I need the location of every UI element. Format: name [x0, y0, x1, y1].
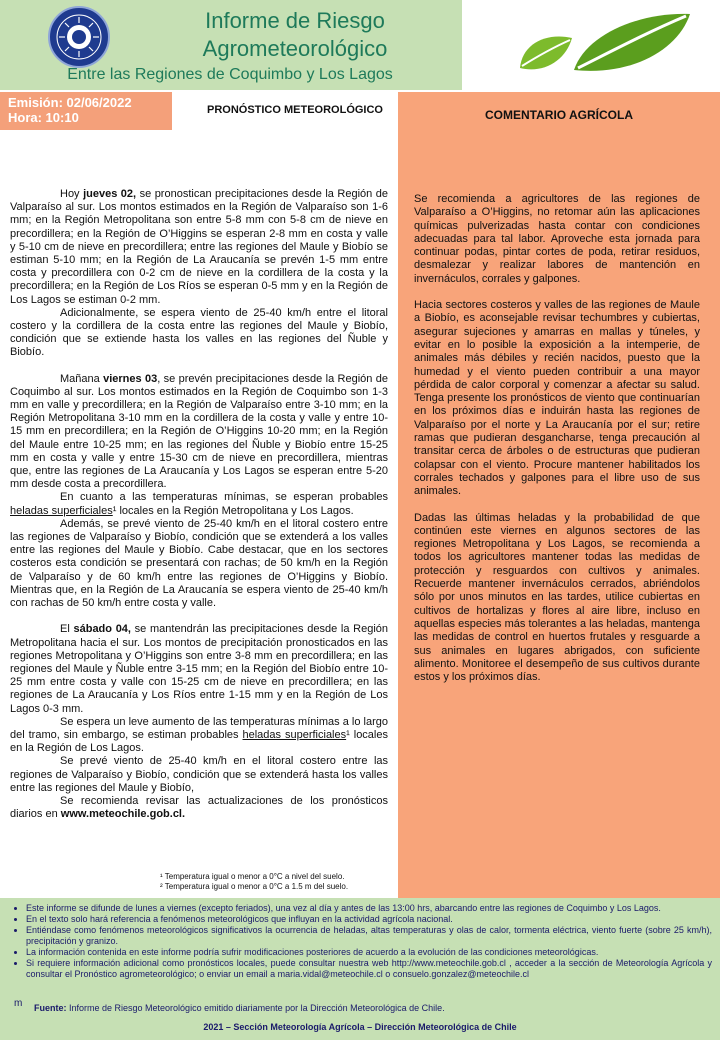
footer-notes	[4, 903, 712, 980]
day-label: viernes 03	[103, 372, 158, 385]
emission-time: Hora: 10:10	[8, 110, 79, 125]
text-run: se pronostican precipitaciones desde la Región de Valparaíso al sur. Los montos estimados en la Región de Valparaíso son 1-6 mm; en la Región Metropolitana son entre 5-8 mm con 5-8 cm de nieve en precordillera; en la Región de O’Higgins se esperan 2-8 mm en costa y valle y 5-10 cm de nieve en precordillera; entre las regiones del Maule y Biobío se estiman 5-10 mm; en la Región de La Araucanía se prevén 1-5 mm entre costa y precordillera con 0-2 cm de nieve en la cordillera de la costa y la precordillera; en la Región de Los Ríos se esperan 0-5 mm y en la Región de Los Lagos se estiman 0-2 mm.	[10, 188, 389, 306]
agricultural-comment-title: COMENTARIO AGRÍCOLA	[485, 108, 633, 122]
text-run: En cuanto a las temperaturas mínimas, se esperan probables	[60, 491, 388, 504]
footer-source	[34, 1003, 445, 1013]
forecast-paragraph-thursday	[10, 188, 388, 307]
meteorological-service-seal-icon	[48, 6, 110, 68]
frost-term: heladas superficiales	[242, 728, 347, 741]
text-run: Hoy	[60, 188, 84, 200]
text-run: Se recomienda revisar las actualizaciones de los pronósticos diarios en	[10, 794, 388, 821]
footnote-mark: ¹	[112, 504, 117, 517]
day-label: jueves 02,	[83, 188, 137, 200]
forecast-paragraph-frost-saturday	[10, 716, 388, 756]
report-subtitle: Entre las Regiones de Coquimbo y Los Lagos	[67, 66, 393, 83]
text-run: locales en la Región Metropolitana y Los Lagos.	[116, 504, 354, 517]
source-label: Fuente:	[34, 1003, 67, 1013]
report-footer	[0, 898, 720, 1040]
footer-note: • Este informe se difunde de lunes a viernes (excepto feriados), una vez al día y antes de las 13:00 hrs, abarcando entre las regiones de Coquimbo y Los Lagos.	[26, 903, 712, 914]
footer-note: • En el texto solo hará referencia a fenómenos meteorológicos que influyan en la actividad agrícola nacional.	[26, 914, 712, 925]
forecast-paragraph-frost	[10, 491, 388, 517]
forecast-paragraph-saturday	[10, 623, 388, 715]
footer-mark: m	[14, 998, 23, 1009]
agricultural-comment-body	[414, 193, 700, 697]
text-run: , se prevén precipitaciones desde la Región de Coquimbo al sur. Los montos estimados en la Región de Coquimbo son 1-3 mm en valle y precordillera; en la Región de Valparaíso entre 3-10 mm; en la Región Metropolitana 3-10 mm en la cordillera de la costa y valle y entre 10-15 mm en precordillera; en la Región de O’Higgins 10-20 mm; en la Región del Maule entre 10-25 mm; en las regiones del Ñuble y Biobío entre 15-25 mm en costa y valle y entre 15-30 cm de nieve en precordillera, mientras que, entre las regiones de La Araucanía y Los Lagos se esperan entre 5-20 mm desde costa a precordillera.	[10, 372, 389, 491]
forecast-paragraph-friday	[10, 373, 388, 492]
emission-date: Emisión: 02/06/2022	[8, 95, 132, 110]
forecast-footnotes	[160, 872, 390, 892]
footer-note: • Si requiere información adicional como pronósticos locales, puede consultar nuestra web http://www.meteochile.gob.cl , acceder a la sección de Meteorología Agrícola y consultar el Pronóstico agrometeorológico; o enviar un email a maria.vidal@meteochile.cl o consuelo.gonzalez@meteochile.cl	[26, 958, 712, 980]
footnote-2: ² Temperatura igual o menor a 0°C a 1.5 m del suelo.	[160, 882, 349, 891]
report-title-line1: Informe de Riesgo	[205, 8, 385, 33]
forecast-paragraph-wind-friday: Además, se prevé viento de 25-40 km/h en el litoral costero entre las regiones de Valparaíso y Biobío, condición que se extenderá a los valles entre las regiones del Maule y Biobío. Cabe destacar, que en los sectores costeros esta condición se presentará con rachas; de 50 km/h en la Región de Valparaíso y de 60 km/h entre las regiones de O’Higgins y Biobío. Mientras que, en la Región de La Araucanía se espera viento de 25-40 km/h con rachas de 50 km/h entre costa y valle.	[10, 517, 388, 610]
footer-credit: 2021 – Sección Meteorología Agrícola – Dirección Meteorológica de Chile	[203, 1022, 517, 1032]
green-leaves-icon	[500, 6, 700, 86]
footnote-mark: ¹	[346, 728, 350, 741]
forecast-paragraph-recommendation	[10, 795, 388, 821]
agricultural-paragraph-1: Se recomienda a agricultores de las regiones de Valparaíso a O’Higgins, no retomar aún las aplicaciones químicas pulverizadas hasta contar con condiciones adecuadas para tal labor. Aproveche esta jornada para continuar podas, pintar cortes de poda, retirar residuos, desmalezar y realizar labores de mantención en invernáculos, corrales y galpones.	[414, 193, 700, 285]
footer-note: • La información contenida en este informe podría sufrir modificaciones posteriores de acuerdo a la evolución de las condiciones meteorológicas.	[26, 947, 712, 958]
agricultural-paragraph-3: Dadas las últimas heladas y la probabilidad de que continúen este viernes en algunos sectores de las regiones Metropolitana y Los Lagos, se recomienda a todos los agricultores mantener todas las medidas de protección y resguardos con cultivos y animales. Recuerde mantener invernáculos cerrados, abriéndolos sólo por unos minutos en las tardes, utilice cubiertas en cultivos de hortalizas y flores al aire libre, incluso en aquellas especies más tolerantes a las heladas, mantenga las medidas de control en huertos frutales y resguarde a sus animales en lugares abrigados, con suficiente alimento. Monitoree el desempeño de sus cultivos durante estos y los próximos días.	[414, 511, 700, 684]
emission-box	[0, 92, 172, 130]
text-run: El	[60, 623, 74, 636]
text-run: Mañana	[60, 372, 104, 385]
day-label: sábado 04,	[73, 623, 131, 636]
meteochile-link[interactable]: www.meteochile.gob.cl.	[60, 808, 186, 821]
footer-note: • Entiéndase como fenómenos meteorológicos significativos la ocurrencia de heladas, altas temperaturas y olas de calor, tormenta eléctrica, viento fuerte (sobre 25 km/h), precipitación y granizo.	[26, 925, 712, 947]
text-run: locales en la Región de Los Lagos.	[10, 728, 388, 755]
forecast-paragraph-wind: Adicionalmente, se espera viento de 25-40 km/h entre el litoral costero y la cordillera de la costa entre las regiones del Maule y Biobío, condición que se extiende hasta los valles en las regiones del Ñuble y Biobío.	[10, 306, 388, 359]
report-title-line2: Agrometeorológico	[202, 36, 388, 61]
forecast-paragraph-wind-saturday: Se prevé viento de 25-40 km/h en el litoral costero entre las regiones de Valparaíso y Biobío, condición que se extenderá hasta los valles entre las regiones del Maule y Biobío,	[10, 755, 388, 794]
forecast-body	[10, 188, 388, 821]
text-run: Se espera un leve aumento de las temperaturas mínimas a lo largo del tramo, sin embargo, se estiman probables	[10, 715, 388, 741]
footnote-1: ¹ Temperatura igual o menor a 0°C a nivel del suelo.	[160, 872, 345, 881]
frost-term: heladas superficiales	[10, 504, 113, 517]
agricultural-paragraph-2: Hacia sectores costeros y valles de las regiones de Maule a Biobío, es aconsejable revisar techumbres y cubiertas, asegurar sujeciones y amarras en mallas y túneles, y evitar en lo posible la exposición a la intemperie, de animales más débiles y recién nacidos, puesto que la humedad y el viento pueden contribuir a una mayor pérdida de calor corporal y comenzar a afectar su salud. Tenga presente los pronósticos de viento que continuarían en los próximos días e induirán hasta las regiones de Valparaíso por el norte y La Araucanía por el sur; retire ramas que pudieran desgancharse, tenga precaución al transitar cerca de árboles o de estructuras que pudieran colapsar con el viento. Procure mantener habilitados los corrales techados y galpones para el libre uso de sus animales.	[414, 299, 700, 498]
forecast-title: PRONÓSTICO METEOROLÓGICO	[206, 104, 383, 116]
source-text: Informe de Riesgo Meteorológico emitido diariamente por la Dirección Meteorológica de Chile.	[66, 1003, 445, 1013]
text-run: se mantendrán las precipitaciones desde la Región Metropolitana hacia el sur. Los montos de precipitación pronosticados en las regiones Metropolitana y O’Higgins son entre 3-8 mm en precordillera; en las regiones del Maule y Ñuble entre 3-15 mm; en la Región del Biobío entre 10-25 mm entre costa y valle con 15-25 cm de nieve en precordillera; en las regiones de La Araucanía y Los Ríos entre 1-15 mm y en la Región de Los Lagos 0-3 mm.	[10, 623, 389, 715]
report-header	[0, 0, 720, 90]
